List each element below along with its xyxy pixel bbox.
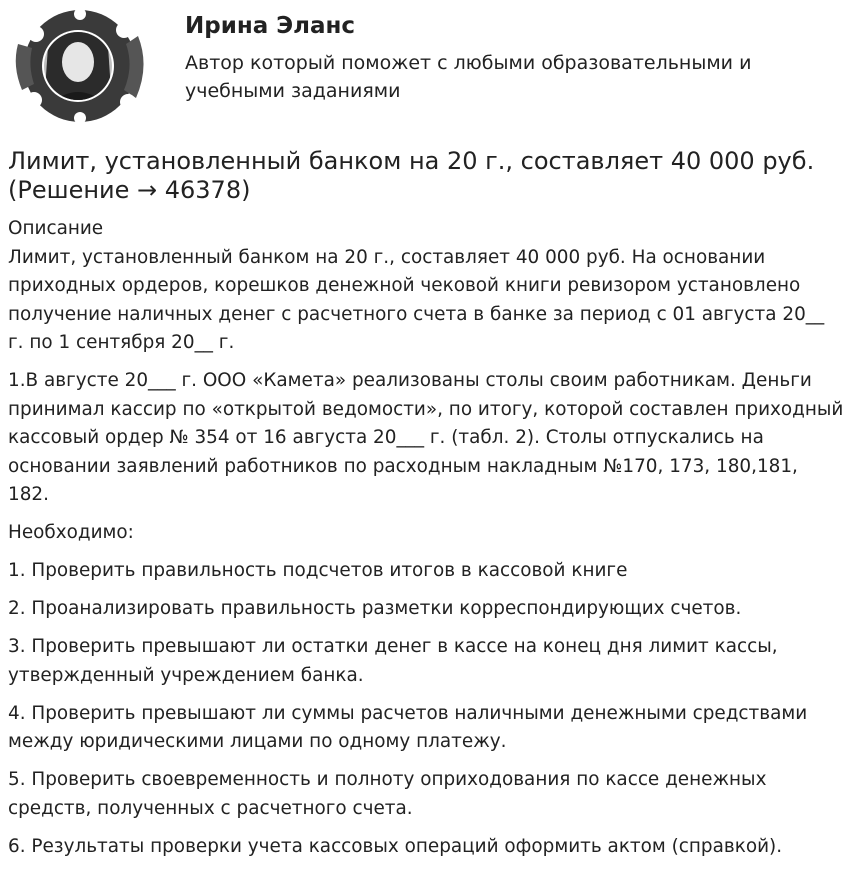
task-item-6: 6. Результаты проверки учета кассовых операций оформить актом (справкой).	[8, 835, 783, 857]
task-item-4: 4. Проверить превышают ли суммы расчетов наличными денежными средствами между юридическими лицами по одному платежу.	[8, 702, 808, 752]
paragraph-case: 1.В августе 20___ г. ООО «Камета» реализованы столы своим работникам. Деньги принимал кассир по «открытой ведомости», по итогу, которой составлен приходный кассовый ордер № 354 от 16 августа 20___ г. (табл. 2). Столы отпускались на основании заявлений работников по расходным накладным №170, 173, 180,181, 182.	[8, 370, 844, 505]
author-description: Автор который поможет с любыми образовательными и учебными заданиями	[185, 52, 752, 102]
page-title: Лимит, установленный банком на 20 г., составляет 40 000 руб. (Решение → 46378)	[8, 147, 815, 204]
paragraph-intro: Лимит, установленный банком на 20 г., составляет 40 000 руб. На основании приходных ордеров, корешков денежной чековой книги ревизором установлено получение наличных денег с расчетного счета в банке за период с 01 августа 20__ г. по 1 сентября 20__ г.	[8, 246, 825, 353]
task-item-2: 2. Проанализировать правильность разметки корреспондирующих счетов.	[8, 598, 742, 619]
task-item-3: 3. Проверить превышают ли остатки денег в кассе на конец дня лимит кассы, утвержденный учреждением банка.	[8, 636, 778, 686]
task-item-1: 1. Проверить правильность подсчетов итогов в кассовой книге	[8, 560, 628, 581]
paragraph-required: Необходимо:	[8, 522, 134, 543]
task-item-5: 5. Проверить своевременность и полноту оприходования по кассе денежных средств, полученных с расчетного счета.	[8, 769, 767, 819]
author-avatar	[8, 6, 152, 126]
author-name[interactable]: Ирина Эланс	[185, 13, 356, 39]
description-label: Описание	[8, 218, 104, 239]
author-header	[0, 0, 847, 130]
task-content	[8, 215, 844, 871]
